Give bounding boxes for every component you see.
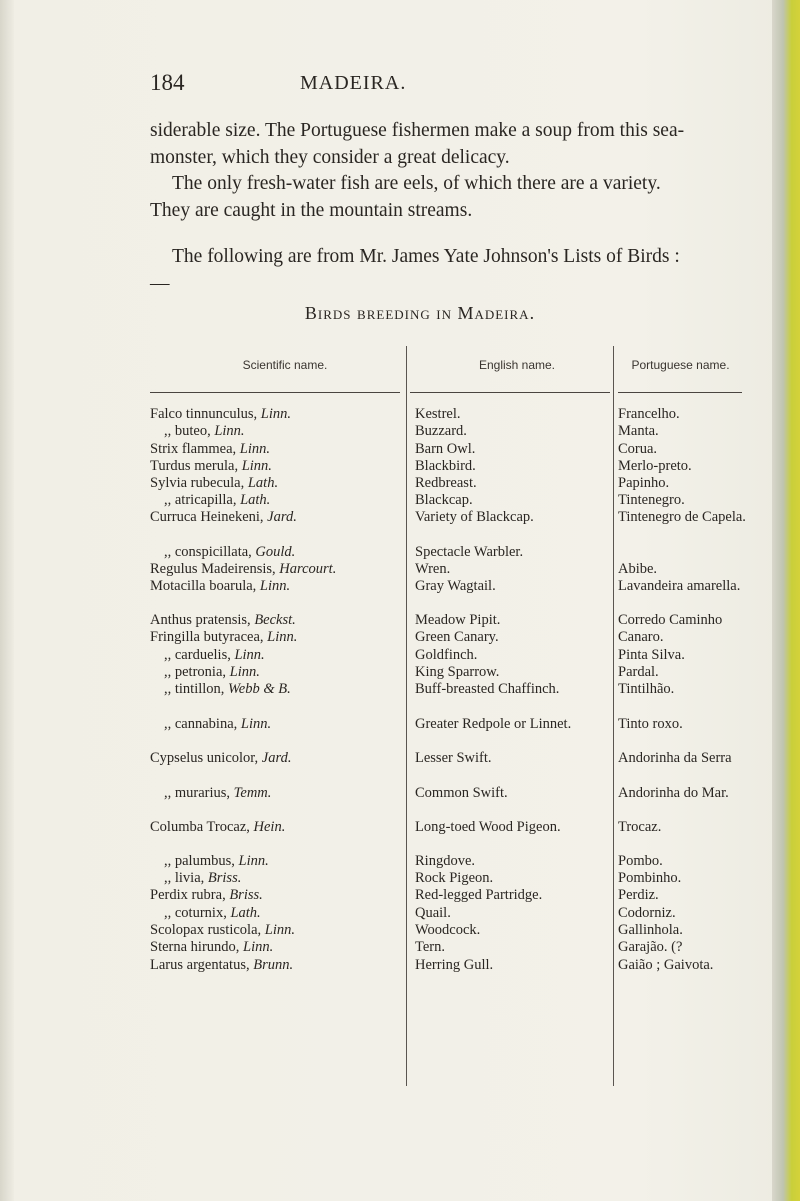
species-name: Sylvia rubecula,: [150, 475, 248, 491]
english-name: Greater Redpole or Linnet.: [415, 716, 572, 732]
portuguese-name: Pinta Silva.: [618, 647, 685, 663]
species-name: ,, livia,: [164, 870, 208, 886]
authority: Beckst.: [254, 612, 296, 628]
birds-table: [150, 338, 746, 1088]
scientific-name: [150, 870, 414, 887]
scientific-name: [150, 887, 400, 904]
english-name: Rock Pigeon.: [415, 870, 494, 886]
species-name: Perdix rubra,: [150, 887, 230, 903]
english-name: Green Canary.: [415, 629, 499, 645]
english-name: Wren.: [415, 561, 451, 577]
scientific-name: [150, 647, 414, 664]
portuguese-name: Tintenegro de Capela.: [618, 509, 746, 525]
english-name: King Sparrow.: [415, 664, 500, 680]
species-name: Sterna hirundo,: [150, 939, 244, 955]
portuguese-name: Merlo-preto.: [618, 458, 692, 474]
authority: Linn.: [229, 664, 260, 680]
english-name: Goldfinch.: [415, 647, 478, 663]
scientific-name: [150, 922, 400, 939]
authority: Lath.: [247, 475, 279, 491]
scientific-name: [150, 544, 414, 561]
scientific-name: [150, 458, 400, 475]
portuguese-name: Tintenegro.: [618, 492, 685, 508]
portuguese-name: Tintilhão.: [618, 681, 675, 697]
scientific-name: [150, 509, 400, 526]
species-name: ,, tintillon,: [164, 681, 229, 697]
body-text: [150, 118, 690, 297]
portuguese-name: Gallinhola.: [618, 922, 683, 938]
species-name: Strix flammea,: [150, 441, 240, 457]
authority: Jard.: [261, 750, 292, 766]
species-name: Cypselus unicolor,: [150, 750, 262, 766]
authority: Linn.: [267, 629, 298, 645]
portuguese-name: Pardal.: [618, 664, 659, 680]
portuguese-name: Andorinha do Mar.: [618, 785, 729, 801]
portuguese-name: Gaião ; Gaivota.: [618, 957, 714, 973]
authority: Linn.: [243, 939, 274, 955]
scientific-name: [150, 905, 414, 922]
portuguese-name: Corredo Caminho: [618, 612, 723, 628]
authority: Lath.: [240, 492, 271, 508]
english-name: Common Swift.: [415, 785, 508, 801]
authority: Jard.: [267, 509, 297, 525]
authority: Linn.: [241, 458, 272, 474]
page-header: [150, 70, 670, 100]
portuguese-name: Pombo.: [618, 853, 663, 869]
portuguese-name: Perdiz.: [618, 887, 659, 903]
authority: Linn.: [214, 423, 245, 439]
paragraph: The following are from Mr. James Yate Johnson's Lists of Birds :—: [150, 246, 680, 294]
authority: Webb & B.: [228, 681, 291, 697]
authority: Brunn.: [253, 957, 294, 973]
portuguese-name: Garajão. (?: [618, 939, 683, 955]
english-name: Gray Wagtail.: [415, 578, 496, 594]
species-name: ,, palumbus,: [164, 853, 239, 869]
portuguese-name: Canaro.: [618, 629, 664, 645]
english-name: Blackbird.: [415, 458, 476, 474]
scientific-name: [150, 750, 400, 767]
authority: Linn.: [259, 578, 291, 594]
portuguese-name: Tinto roxo.: [618, 716, 683, 732]
authority: Hein.: [253, 819, 286, 835]
scientific-name: [150, 716, 414, 733]
english-name: Blackcap.: [415, 492, 473, 508]
paragraph: siderable size. The Portuguese fishermen make a soup from this sea-monster, which they consider a great delicacy.: [150, 120, 685, 168]
authority: Linn.: [264, 922, 295, 938]
scientific-name: [150, 441, 400, 458]
scientific-name: [150, 629, 400, 646]
species-name: ,, coturnix,: [164, 905, 231, 921]
species-name: Falco tinnunculus,: [150, 406, 261, 422]
scientific-name: [150, 406, 400, 423]
portuguese-name: Corua.: [618, 441, 658, 457]
scientific-name: [150, 578, 400, 595]
english-name: Red-legged Partridge.: [415, 887, 543, 903]
scientific-name: [150, 475, 400, 492]
english-name: Quail.: [415, 905, 451, 921]
portuguese-name: Papinho.: [618, 475, 670, 491]
column-header-portuguese: Portuguese name.: [631, 358, 730, 372]
authority: Briss.: [229, 887, 263, 903]
english-name: Buff-breasted Chaffinch.: [415, 681, 560, 697]
authority: Lath.: [230, 905, 261, 921]
species-name: Turdus merula,: [150, 458, 242, 474]
column-header-english: English name.: [478, 358, 556, 372]
page-edge: [772, 0, 800, 1201]
scientific-name: [150, 785, 414, 802]
authority: Linn.: [239, 441, 271, 457]
english-name: Redbreast.: [415, 475, 477, 491]
authority: Temm.: [233, 785, 272, 801]
table-title: Birds breeding in Madeira.: [304, 303, 536, 323]
authority: Linn.: [260, 406, 291, 422]
portuguese-name: Pombinho.: [618, 870, 682, 886]
species-name: Larus argentatus,: [150, 957, 254, 973]
scientific-name: [150, 423, 414, 440]
scientific-name: [150, 612, 400, 629]
authority: Briss.: [207, 870, 242, 886]
scientific-name: [150, 957, 400, 974]
english-name: Long-toed Wood Pigeon.: [415, 819, 561, 835]
species-name: Scolopax rusticola,: [150, 922, 265, 938]
page-number: 184: [150, 70, 185, 95]
species-name: ,, atricapilla,: [164, 492, 241, 508]
authority: Gould.: [255, 544, 296, 560]
species-name: ,, cannabina,: [164, 716, 241, 732]
column-header-scientific: Scientific name.: [242, 358, 328, 372]
scientific-name: [150, 664, 414, 681]
portuguese-name: Abibe.: [618, 561, 658, 577]
english-name: Variety of Blackcap.: [415, 509, 534, 525]
species-name: ,, carduelis,: [164, 647, 235, 663]
scientific-name: [150, 819, 400, 836]
portuguese-name: Codorniz.: [618, 905, 676, 921]
species-name: Fringilla butyracea,: [150, 629, 268, 645]
portuguese-name: Andorinha da Serra: [618, 750, 732, 766]
scientific-name: [150, 939, 400, 956]
english-name: Woodcock.: [415, 922, 481, 938]
english-name: Meadow Pipit.: [415, 612, 501, 628]
english-name: Buzzard.: [415, 423, 467, 439]
header-rule: [618, 392, 742, 393]
scientific-name: [150, 853, 414, 870]
scientific-name: [150, 681, 414, 698]
species-name: Motacilla boarula,: [150, 578, 260, 594]
english-name: Ringdove.: [415, 853, 476, 869]
species-name: ,, conspicillata,: [164, 544, 256, 560]
scientific-name: [150, 561, 400, 578]
authority: Linn.: [238, 853, 269, 869]
authority: Linn.: [240, 716, 272, 732]
species-name: Columba Trocaz,: [150, 819, 254, 835]
species-name: ,, murarius,: [164, 785, 234, 801]
english-name: Kestrel.: [415, 406, 461, 422]
authority: Harcourt.: [279, 561, 337, 577]
running-head: MADEIRA.: [300, 72, 407, 94]
english-name: Lesser Swift.: [415, 750, 492, 766]
authority: Linn.: [234, 647, 265, 663]
paragraph: The only fresh-water fish are eels, of which there are a variety. They are caught in the mountain streams.: [150, 173, 661, 221]
header-rule: [410, 392, 610, 393]
species-name: Anthus pratensis,: [150, 612, 255, 628]
english-name: Barn Owl.: [415, 441, 476, 457]
portuguese-name: Lavandeira amarella.: [618, 578, 741, 594]
portuguese-name: Trocaz.: [618, 819, 662, 835]
english-name: Spectacle Warbler.: [415, 544, 524, 560]
english-name: Herring Gull.: [415, 957, 494, 973]
english-name: Tern.: [415, 939, 445, 955]
species-name: ,, petronia,: [164, 664, 230, 680]
species-name: Curruca Heinekeni,: [150, 509, 268, 525]
portuguese-name: Manta.: [618, 423, 659, 439]
page-gutter: [0, 0, 14, 1201]
scientific-name: [150, 492, 414, 509]
species-name: ,, buteo,: [164, 423, 215, 439]
portuguese-name: Francelho.: [618, 406, 680, 422]
header-rule: [150, 392, 400, 393]
species-name: Regulus Madeirensis,: [150, 561, 280, 577]
